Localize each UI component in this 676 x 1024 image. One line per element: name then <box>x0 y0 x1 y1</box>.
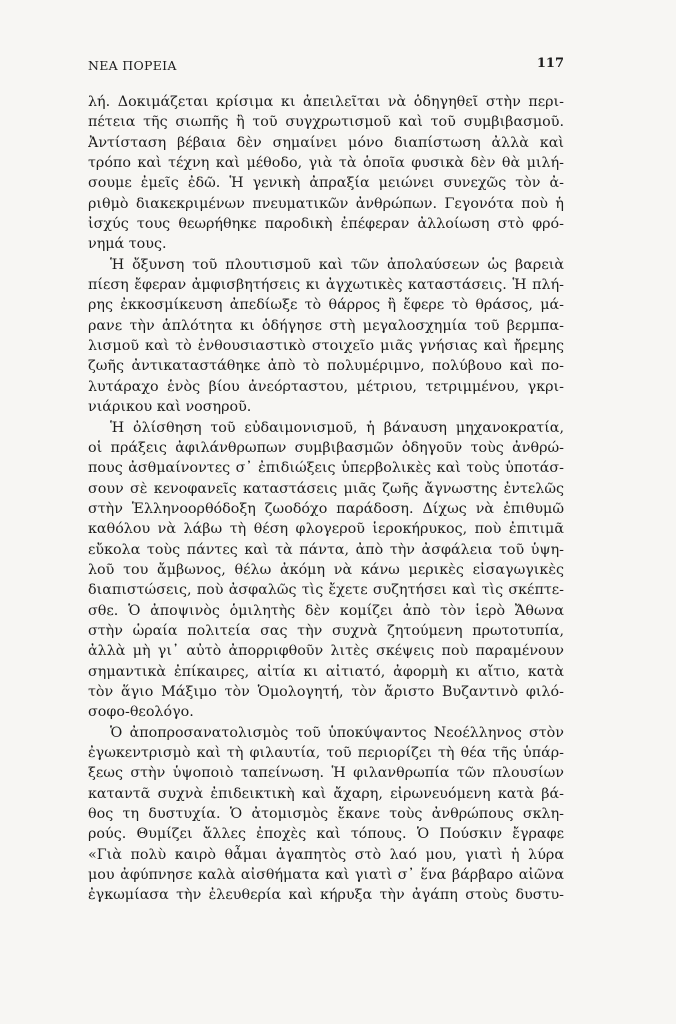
text-line: διαπιστώσεις, ποὺ ἀσφαλῶς τὶς ἔχετε συζητήσει καὶ τὶς σκέπτε- <box>88 582 564 599</box>
text-line: θος τη δυστυχία. Ὁ ἀτομισμὸς ἔκανε τοὺς ἀνθρώπους σκλη- <box>88 806 564 823</box>
text-line: Ὁ ἀποπροσανατολισμὸς τοῦ ὑποκύψαντος Νεοέλληνος στὸν <box>110 724 564 741</box>
text-line: Ἡ ὄξυνση τοῦ πλουτισμοῦ καὶ τῶν ἀπολαύσεων ὡς βαρειὰ <box>110 256 564 273</box>
text-line: καταντᾶ συχνὰ ἐπιδεικτικὴ καὶ ἄχαρη, εἰρωνευόμενη κατὰ βά- <box>88 785 564 802</box>
text-line: ξεως στὴν ὑψοποιὸ ταπείνωση. Ἡ φιλανθρωπία τῶν πλουσίων <box>88 765 564 782</box>
text-line: ἐγκωμίασα τὴν ἐλευθερία καὶ κήρυξα τὴν ἀγάπη στοὺς δυστυ- <box>88 887 564 904</box>
text-line: «Γιὰ πολὺ καιρὸ θἆμαι ἀγαπητὸς στὸ λαό μου, γιατὶ ἡ λύρα <box>88 846 564 863</box>
text-line: τὸν ἅγιο Μάξιμο τὸν Ὁμολογητή, τὸν ἄριστο Βυζαντινὸ φιλό- <box>88 683 564 700</box>
page-number: 117 <box>536 56 564 71</box>
text-line: σοφο-θεολόγο. <box>88 704 194 721</box>
text-line: ρανε τὴν ἁπλότητα κι ὁδήγησε στὴ μεγαλοσχημία τοῦ βερμπα- <box>88 317 564 334</box>
page-header <box>88 58 564 78</box>
text-line: λισμοῦ καὶ τὸ ἐνθουσιαστικὸ στοιχεῖο μιᾶς γνήσιας καὶ ἤρεμης <box>88 338 564 355</box>
text-line: ριθμὸ διακεκριμένων πνευματικῶν ἀνθρώπων. Γεγονότα ποὺ ἡ <box>88 195 564 212</box>
text-line: Ἡ ὀλίσθηση τοῦ εὐδαιμονισμοῦ, ἡ βάναυση μηχανοκρατία, <box>110 419 564 436</box>
text-line: στὴν Ἑλληνοορθόδοξη ζωοδόχο παράδοση. Δίχως νὰ ἐπιθυμῶ <box>88 500 564 517</box>
text-line: στὴν ὡραία πολιτεία σας τὴν συχνὰ ζητούμενη πρωτοτυπία, <box>88 622 564 639</box>
text-line: ἰσχύς τους θεωρήθηκε παροδικὴ ἐπέφεραν ἀλλοίωση στὸ φρό- <box>88 216 564 233</box>
text-line: οἱ πράξεις ἀφιλάνθρωπων συμβιβασμῶν ὁδηγοῦν τοὺς ἀνθρώ- <box>88 439 564 456</box>
text-line: ἀλλὰ μὴ γι᾽ αὐτὸ ἀπορριφθοῦν λιτὲς σκέψεις ποὺ παραμένουν <box>88 643 564 660</box>
running-title: ΝΕΑ ΠΟΡΕΙΑ <box>88 58 177 73</box>
text-line: λή. Δοκιμάζεται κρίσιμα κι ἀπειλεῖται νὰ ὁδηγηθεῖ στὴν περι- <box>88 94 564 110</box>
text-line: πους ἀσθμαίνοντες σ᾽ ἐπιδιώξεις ὑπερβολικὲς καὶ τοὺς ὑποτάσ- <box>88 460 564 477</box>
text-line: σουμε ἐμεῖς ἐδῶ. Ἡ γενικὴ ἀπραξία μειώνει συνεχῶς τὸν ἀ- <box>88 175 564 192</box>
text-line: τρόπο καὶ τέχνη καὶ μέθοδο, γιὰ τὰ ὁποῖα φυσικὰ δὲν θὰ μιλή- <box>88 155 564 172</box>
text-line: σουν σὲ κενοφανεῖς καταστάσεις μιᾶς ζωῆς ἄγνωστης ἐντελῶς <box>88 480 564 497</box>
text-line: Ἀντίσταση βέβαια δὲν σημαίνει μόνο διαπίστωση ἀλλὰ καὶ <box>88 134 564 151</box>
text-line: καθόλου νὰ λάβω τὴ θέση φλογεροῦ ἱεροκήρυκος, ποὺ ἐπιτιμᾶ <box>88 521 564 538</box>
text-line: νιάρικου καὶ νοσηροῦ. <box>88 399 252 416</box>
text-line: ρούς. Θυμίζει ἄλλες ἐποχὲς καὶ τόπους. Ὁ Πούσκιν ἔγραφε <box>88 826 564 843</box>
body-text <box>88 92 564 906</box>
text-line: σημαντικὰ ἐπίκαιρες, αἰτία κι αἰτιατό, ἀφορμὴ κι αἴτιο, κατὰ <box>88 663 564 680</box>
text-line: λυτάραχο ἑνὸς βίου ἀνεόρταστου, μέτριου, τετριμμένου, γκρι- <box>88 378 564 395</box>
text-line: λοῦ του ἄμβωνος, θέλω ἀκόμη νὰ κάνω μερικὲς εἰσαγωγικὲς <box>88 561 564 578</box>
text-line: πίεση ἔφεραν ἀμφισβητήσεις κι ἀγχωτικὲς καταστάσεις. Ἡ πλή- <box>88 277 564 294</box>
text-line: πέτεια τῆς σιωπῆς ἢ τοῦ συγχρωτισμοῦ καὶ τοῦ συμβιβασμοῦ. <box>88 114 564 131</box>
text-line: ρης ἐκκοσμίκευση ἀπεδίωξε τὸ θάρρος ἢ ἔφερε τὸ θράσος, μά- <box>88 297 564 314</box>
text-line: σθε. Ὁ ἀποψινὸς ὁμιλητὴς δὲν κομίζει ἀπὸ τὸν ἱερὸ Ἄθωνα <box>88 602 564 619</box>
text-line: μου ἀφύπνησε καλὰ αἰσθήματα καὶ γιατὶ σ᾽ ἕνα βάρβαρο αἰῶνα <box>88 867 564 884</box>
text-line: ἐγωκεντρισμὸ καὶ τὴ φιλαυτία, τοῦ περιορίζει τὴ θέα τῆς ὑπάρ- <box>88 745 564 761</box>
text-line: νημά τους. <box>88 236 167 253</box>
text-line: εὔκολα τοὺς πάντες καὶ τὰ πάντα, ἀπὸ τὴν ἀσφάλεια τοῦ ὑψη- <box>88 541 564 558</box>
text-line: ζωῆς ἀντικαταστάθηκε ἀπὸ τὸ πολυμέριμνο, πολύβουο καὶ πο- <box>88 358 564 375</box>
